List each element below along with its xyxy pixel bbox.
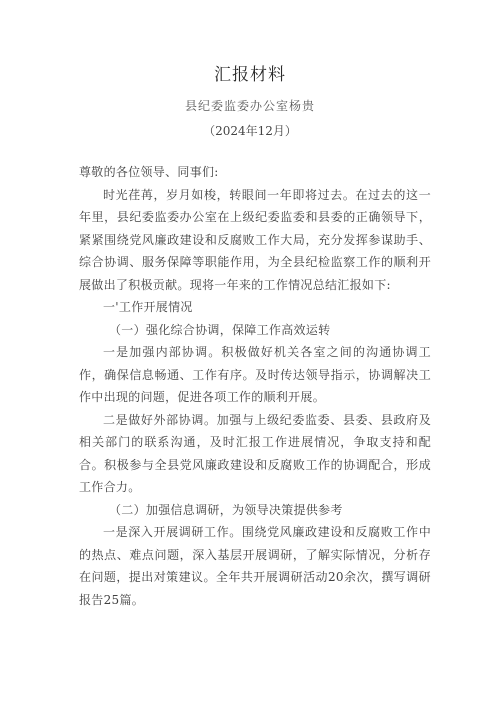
salutation: 尊敬的各位领导、同事们: <box>79 165 219 179</box>
document-title: 汇报材料 <box>214 65 286 85</box>
document-date: （2024年12月） <box>203 124 297 138</box>
document-body <box>79 161 431 611</box>
paragraph: 二是做好外部协调。加强与上级纪委监委、县委、县政府及相关部门的联系沟通，及时汇报工作进展情况，争取支持和配合。积极参与全县党风廉政建设和反腐败工作的协调配合，形成工作合力。 <box>79 412 431 494</box>
section-heading: 一'工作开展情况 <box>103 300 193 314</box>
paragraph: 一是加强内部协调。积极做好机关各室之间的沟通协调工作，确保信息畅通、工作有序。及时传达领导指示，协调解决工作中出现的问题，促进各项工作的顺利开展。 <box>79 345 431 404</box>
paragraph-intro: 时光荏苒，岁月如梭，转眼间一年即将过去。在过去的这一年里，县纪委监委办公室在上级纪委监委和县委的正确领导下，紧紧围绕党风廉政建设和反腐败工作大局，充分发挥参谋助手、综合协调、服务保障等职能作用，为全县纪检监察工作的顺利开展做出了积极贡献。现将一年来的工作情况总结汇报如下: <box>79 187 431 292</box>
subsection-heading: （一）强化综合协调，保障工作高效运转 <box>109 322 331 337</box>
paragraph: 一是深入开展调研工作。围绕党风廉政建设和反腐败工作中的热点、难点问题，深入基层开展调研，了解实际情况，分析存在问题，提出对策建议。全年共开展调研活动20余次，撰写调研报告25篇。 <box>79 525 431 607</box>
document-author: 县纪委监委办公室杨贵 <box>184 99 315 113</box>
subsection-heading: （二）加强信息调研，为领导决策提供参考 <box>109 502 343 517</box>
